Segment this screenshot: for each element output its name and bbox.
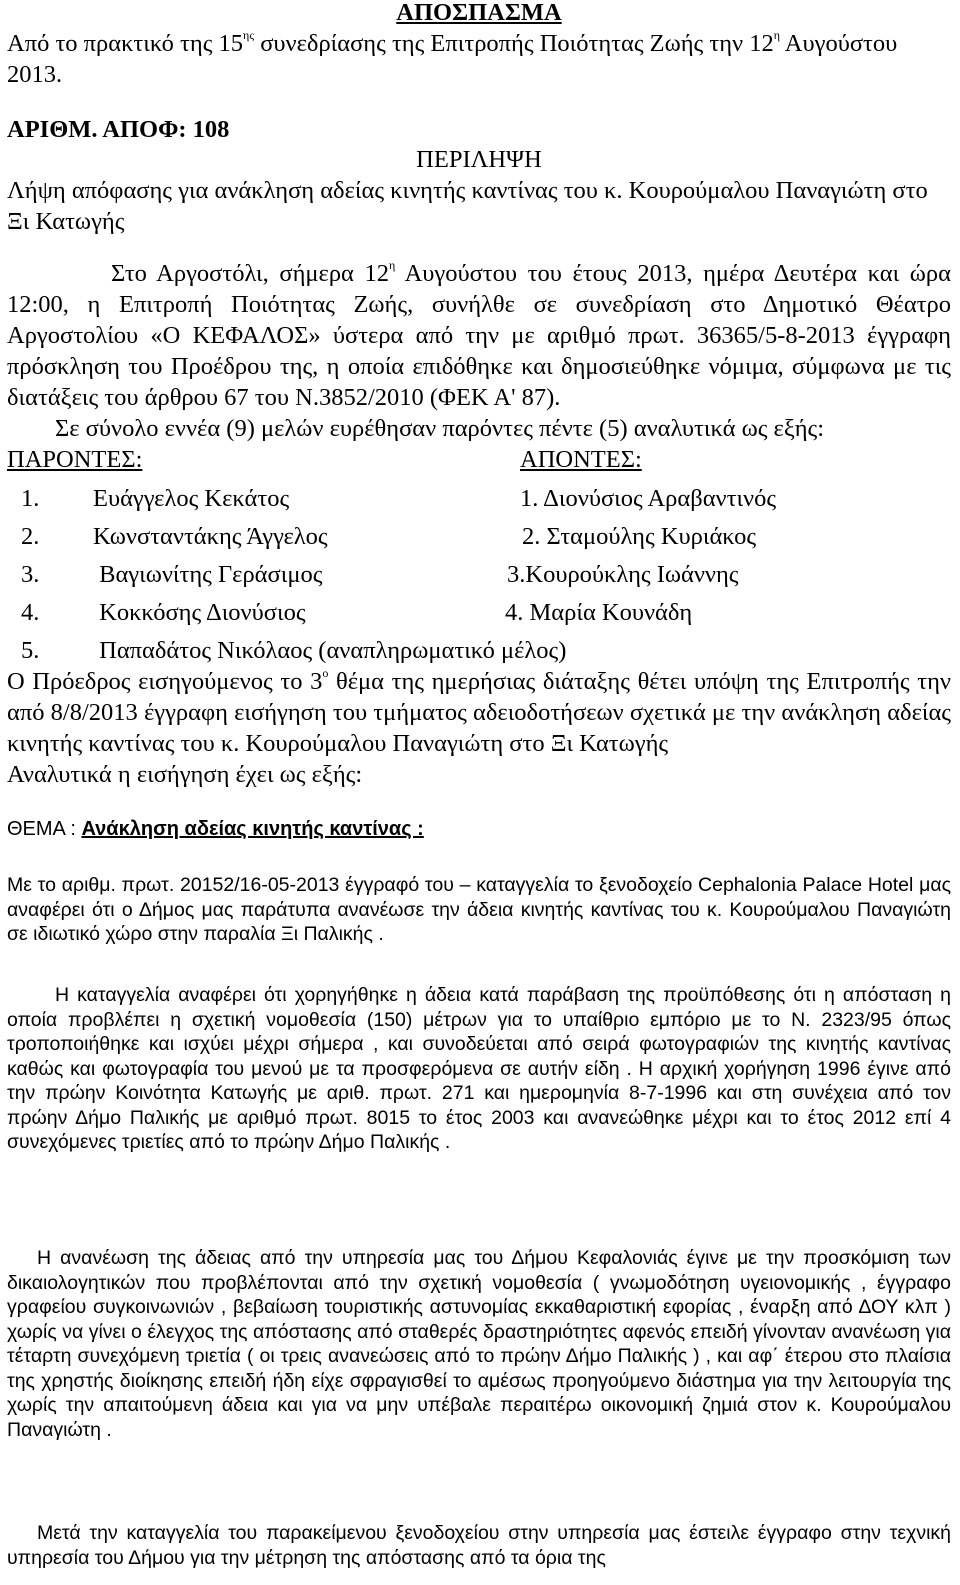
list-item: 5. Παπαδάτος Νικόλαος (αναπληρωματικό μέλος) — [21, 637, 567, 664]
body-paragraph-4: Μετά την καταγγελία του παρακείμενου ξενοδοχείου στην υπηρεσία μας έστειλε έγγραφο στην τεχνική υπηρεσία του Δήμου για την μέτρηση της απόστασης από τα όρια της — [7, 1522, 951, 1569]
document-title: ΑΠΟΣΠΑΣΜΑ — [396, 0, 562, 26]
summary-text: Λήψη απόφασης για ανάκληση αδείας κινητής καντίνας του κ. Κουρούμαλου Παναγιώτη στο Ξι Κατωγής — [7, 177, 928, 235]
list-item: 4. Μαρία Κουνάδη — [505, 599, 693, 626]
analysis-intro: Αναλυτικά η εισήγηση έχει ως εξής: — [7, 761, 363, 788]
subject-label: ΘΕΜΑ : — [7, 818, 82, 840]
absent-heading: ΑΠΟΝΤΕΣ: — [520, 446, 642, 473]
body-paragraph-1: Με το αριθμ. πρωτ. 20152/16-05-2013 έγγραφό του – καταγγελία το ξενοδοχείο Cephalonia Palace Hotel μας αναφέρει ότι ο Δήμος μας παράτυπα ανανέωσε την άδεια κινητής καντίνας του κ. Κουρούμαλου Παναγιώτη σε ιδιωτικό χώρο στην παραλία Ξι Παλικής . — [7, 874, 951, 945]
members-count: Σε σύνολο εννέα (9) μελών ευρέθησαν παρόντες πέντε (5) αναλυτικά ως εξής: — [55, 415, 825, 442]
list-item: 4. Κοκκόσης Διονύσιος — [21, 599, 306, 626]
list-item: 3.Κουρούκλης Ιωάννης — [507, 561, 739, 588]
body-paragraph-2: Η καταγγελία αναφέρει ότι χορηγήθηκε η άδεια κατά παράβαση της προϋπόθεσης ότι η απόσταση η οποία προβλέπει η σχετική νομοθεσία (150) μέτρων για το υπαίθριο εμπόριο με το Ν. 2323/95 όπως τροποποιήθηκε και ισχύει μέχρι σήμερα , και συνοδεύεται από σειρά φωτογραφιών της κινητής καντίνας καθώς και φωτογραφία του μενού με τα προσφερόμενα σε αυτήν είδη . Η αρχική χορήγηση 1996 έγινε από την πρώην Κοινότητα Κατωγής με αριθ. πρωτ. 271 και ημερομηνία 8-7-1996 και στη συνέχεια από τον πρώην Δήμο Παλικής με αριθμό πρωτ. 8015 το έτος 2003 και ανανεώθηκε μέχρι και το έτος 2012 επί 4 συνεχόμενες τριετίες από το πρώην Δήμο Παλικής . — [7, 984, 951, 1153]
list-item: 2. Σταμούλης Κυριάκος — [522, 523, 757, 550]
decision-number: ΑΡΙΘΜ. ΑΠΟΦ: 108 — [7, 116, 230, 143]
summary-heading: ΠΕΡΙΛΗΨΗ — [416, 146, 542, 173]
list-item: 1. Ευάγγελος Κεκάτος — [21, 485, 290, 512]
subject-title: Ανάκληση αδείας κινητής καντίνας : — [81, 818, 424, 840]
list-item: 2. Κωνσταντάκης Άγγελος — [21, 523, 328, 550]
body-paragraph-3: Η ανανέωση της άδειας από την υπηρεσία μας του Δήμου Κεφαλονιάς έγινε με την προσκόμιση των δικαιολογητικών που προβλέπονται από την σχετική νομοθεσία ( γνωμοδότηση υγειονομικής , έγγραφο γραφείου συγκοινωνιών , βεβαίωση τουριστικής αστυνομίας εκκαθαριστική εφορίας , έναρξη από ΔΟΥ κλπ ) χωρίς να γίνει ο έλεγχος της απόστασης από σταθερές δραστηριότητες αφενός επειδή γίνονταν ανανέωση για τέταρτη συνεχόμενη τριετία ( οι τρεις ανανεώσεις από το πρώην Δήμο Παλικής ) , και αφ΄ έτερου στο πλαίσια της χρηστής διοίκησης επειδή ήδη είχε σφραγισθεί το αμέσως προηγούμενο διάστημα για την λειτουργία της χωρίς την απαιτούμενη άδεια και για να μην υπέβαλε περαιτέρω οικονομική ζημιά στον κ. Κουρούμαλου Παναγιώτη . — [7, 1247, 951, 1441]
list-item: 1. Διονύσιος Αραβαντινός — [520, 485, 777, 512]
minutes-reference: Από το πρακτικό της $15^{\eta\varsigma}$ συνεδρίασης της Επιτροπής Ποιότητας Ζωής την $12^\eta$ Αυγούστου 2013. — [7, 28, 898, 88]
list-item: 3. Βαγιωνίτης Γεράσιμος — [21, 561, 323, 588]
intro-paragraph: Στο Αργοστόλι, σήμερα $12^\eta$ Αυγούστου του έτους 2013, ημέρα Δευτέρα και ώρα 12:00, η Επιτροπή Ποιότητας Ζωής, συνήλθε σε συνεδρίαση στο Δημοτικό Θέατρο Αργοστολίου «Ο ΚΕΦΑΛΟΣ» ύστερα από την με αριθμό πρωτ. 36365/5-8-2013 έγγραφη πρόσκληση του Προέδρου της, η οποία επιδόθηκε και δημοσιεύθηκε νόμιμα, σύμφωνα με τις διατάξεις του άρθρου 67 του Ν.3852/2010 (ΦΕΚ Α' 87). — [7, 258, 951, 411]
proposal-paragraph: Ο Πρόεδρος εισηγούμενος το $3^o$ θέμα της ημερήσιας διάταξης θέτει υπόψη της Επιτροπής την από 8/8/2013 έγγραφη εισήγηση του τμήματος αδειοδοτήσεων σχετικά με την ανάκληση αδείας κινητής καντίνας του κ. Κουρούμαλου Παναγιώτη στο Ξι Κατωγής — [7, 666, 951, 757]
subject-line — [7, 817, 951, 842]
present-heading: ΠΑΡΟΝΤΕΣ: — [7, 446, 143, 473]
